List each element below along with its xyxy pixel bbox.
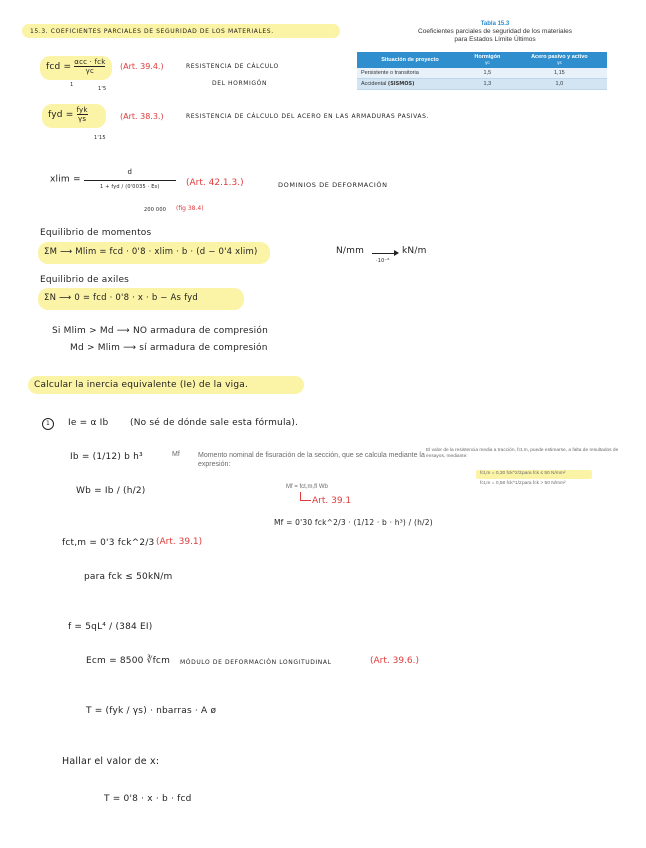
unit-to: kN/m [402,246,427,256]
fcd-formula: fcd = αcc · fck γc [46,58,106,75]
es-value: 200 000 [144,207,167,213]
moment-title: Equilibrio de momentos [40,228,152,238]
fctm-equation: fct,m = 0'3 fck^2/3 [62,538,155,548]
fcd-reference: (Art. 39.4.) [120,62,164,71]
side-condition-1: para fck ≤ 50 N/mm² [522,471,566,476]
fctm-reference: (Art. 39.1) [156,537,203,547]
mf-arrow-icon [300,492,311,501]
side-formula-2: fct,m = 0,58 fck^1/2 [480,481,522,486]
table-cell: Accidental (SISMOS) [357,79,463,90]
table-cell: 1,5 [463,68,512,79]
safety-coefficients-table [357,52,607,90]
table-cell: Persistente o transitoria [357,68,463,79]
column-header: Hormigón γc [463,52,512,68]
para-condition: para fck ≤ 50kN/m [84,572,173,582]
side-condition-2: para fck > 50 N/mm² [522,481,566,486]
ie-equation: Ie = α Ib [68,418,109,428]
table-caption-line2: para Estados Límite Últimos [454,36,536,43]
gamma-s-value: 1'15 [94,135,106,141]
ecm-reference: (Art. 39.6.) [370,656,420,666]
mf-description: Momento nominal de fisuración de la sección, que se calcula mediante la expresión: [198,452,425,468]
table-row [357,79,607,90]
hallar-title: Hallar el valor de x: [62,756,160,767]
wb-equation: Wb = Ib / (h/2) [76,486,146,496]
column-header: Situación de proyecto [357,52,463,68]
arrow-icon [372,253,396,254]
fcd-description-1: RESISTENCIA DE CÁLCULO [186,63,279,70]
condition-1: Si Mlim > Md ⟶ NO armadura de compresión [52,326,268,336]
table-row [357,68,607,79]
xlim-formula: xlim = d 1 + fyd / (0'0035 · Es) [50,168,176,190]
table-caption-line1: Coeficientes parciales de seguridad de los materiales [418,28,572,35]
fyd-description: RESISTENCIA DE CÁLCULO DEL ACERO EN LAS ARMADURAS PASIVAS. [186,113,430,120]
ecm-equation: Ecm = 8500 ∛fcm [86,656,171,666]
xlim-description: DOMINIOS DE DEFORMACIÓN [278,181,388,189]
handwritten-note: (SISMOS) [387,81,415,87]
arrow-head-icon [394,250,399,256]
deflection-equation: f = 5qL⁴ / (384 EI) [68,622,153,632]
figure-reference: (fig 38.4) [176,205,204,212]
table-header-row [357,52,607,68]
ie-note: (No sé de dónde sale esta fórmula). [130,418,299,428]
moment-equation: ΣM ⟶ Mlim = fcd · 0'8 · xlim · b · (d − 0'4 xlim) [44,247,258,257]
step-number-circle [42,418,54,430]
xlim-reference: (Art. 42.1.3.) [186,178,244,188]
section2-title: Calcular la inercia equivalente (Ie) de la viga. [34,380,249,390]
axial-equation: ΣN ⟶ 0 = fcd · 0'8 · x · b − As fyd [44,293,198,303]
table-cell: 1,15 [512,68,607,79]
alpha-value: 1 [70,82,74,88]
column-header: Acero pasivo y activo γs [512,52,607,68]
tension-equation: T = (fyk / γs) · nbarras · A ø [86,706,217,716]
ecm-description: MÓDULO DE DEFORMACIÓN LONGITUDINAL [180,659,332,666]
fcd-description-2: DEL HORMIGÓN [212,80,268,87]
table-cell: 1,0 [512,79,607,90]
tension-equation-2: T = 0'8 · x · b · fcd [104,794,192,804]
mf-reference: Art. 39.1 [312,496,352,506]
step-number: 1 [45,420,51,427]
axial-title: Equilibrio de axiles [40,275,130,285]
mf-formula: Mf = fct,m,fl Wb [286,484,328,490]
side-formula-1: fct,m = 0,30 fck^2/3 [480,471,522,476]
table-caption [370,28,620,44]
unit-factor: ·10⁻⁶ [376,258,390,264]
fyd-reference: (Art. 38.3.) [120,112,164,121]
section-heading: 15.3. COEFICIENTES PARCIALES DE SEGURIDAD DE LOS MATERIALES. [30,28,274,35]
mf-symbol: Mf [172,451,180,458]
condition-2: Md > Mlim ⟶ sí armadura de compresión [70,343,268,353]
ib-equation: Ib = (1/12) b h³ [70,452,143,462]
fctm-side-note: El valor de la resistencia media a tracción, fct,m, puede estimarse, a falta de resultados de ensayos, mediante: [426,448,619,459]
fyd-formula: fyd = fyk γs [48,106,88,123]
unit-from: N/mm [336,246,365,256]
gamma-c-value: 1'5 [98,86,107,92]
mf-expanded: Mf = 0'30 fck^2/3 · (1/12 · b · h³) / (h/2) [274,518,433,527]
table-number: Tabla 15.3 [480,21,510,27]
table-cell: 1,3 [463,79,512,90]
